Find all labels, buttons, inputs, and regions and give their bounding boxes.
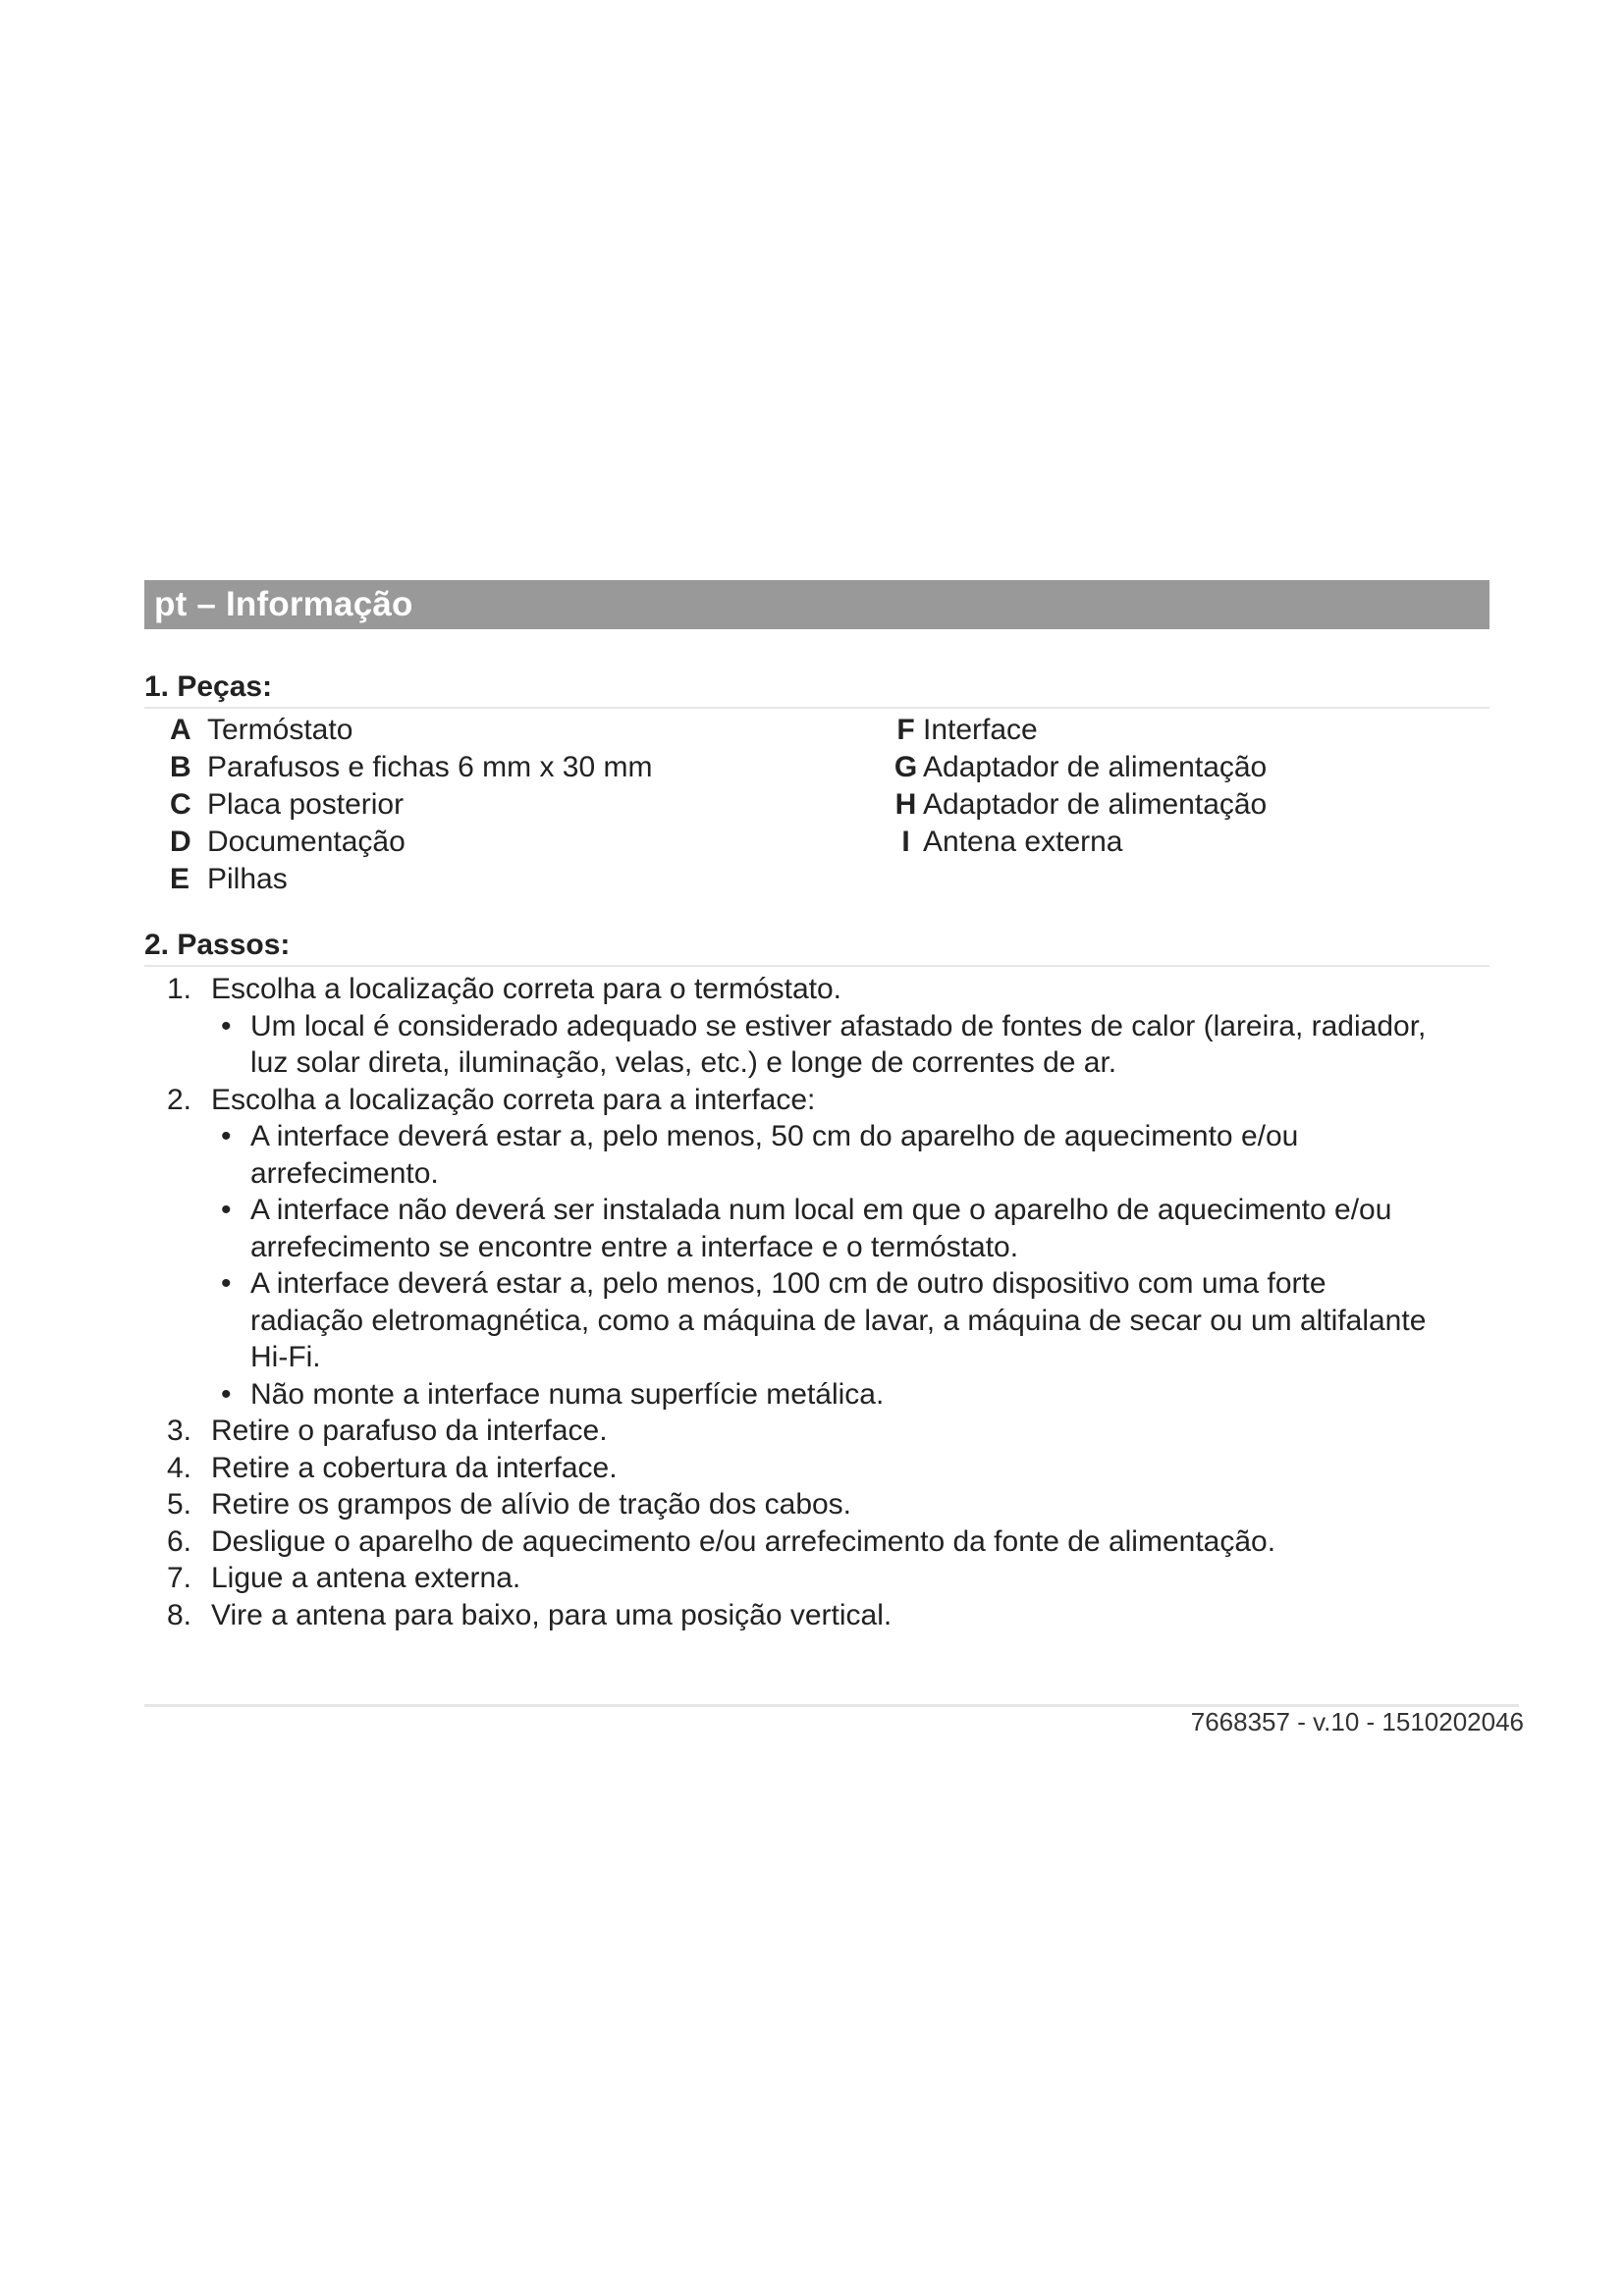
part-label: Placa posterior (207, 788, 405, 821)
step-number: 8. (167, 1598, 192, 1631)
step-text: A interface não deverá ser instalada num local em que o aparelho de aquecimento e/ou (250, 1194, 1392, 1226)
step-text: arrefecimento se encontre entre a interface e o termóstato. (250, 1230, 1019, 1263)
document-code: 7668357 - v.10 - 1510202046 (1190, 1707, 1524, 1736)
part-label: Adaptador de alimentação (923, 751, 1268, 783)
part-item (889, 824, 1267, 861)
part-label: Termóstato (207, 714, 353, 746)
step-number: 3. (167, 1415, 192, 1447)
step-number: 7. (167, 1562, 192, 1594)
step-item (167, 1082, 1492, 1119)
step-text: Retire os grampos de alívio de tração dos cabos. (211, 1488, 852, 1521)
parts-list-right (889, 712, 1267, 861)
step-text: Escolha a localização correta para a interface: (211, 1083, 816, 1116)
step-text: arrefecimento. (250, 1156, 439, 1190)
bullet-continuation (167, 1229, 1492, 1266)
section-banner (144, 580, 1489, 629)
parts-heading: 1. Peças: (144, 670, 273, 703)
step-item (167, 1450, 1492, 1487)
part-label: Adaptador de alimentação (923, 788, 1268, 821)
step-item (167, 971, 1492, 1008)
part-letter: H (894, 788, 917, 821)
step-text: Desligue o aparelho de aquecimento e/ou arrefecimento da fonte de alimentação. (211, 1524, 1276, 1558)
part-letter: I (901, 826, 910, 858)
bullet-dot-icon: • (221, 1009, 232, 1042)
step-text: A interface deverá estar a, pelo menos, 100 cm de outro dispositivo com uma forte (250, 1267, 1326, 1300)
part-item (889, 786, 1267, 824)
part-label: Documentação (207, 826, 406, 858)
bullet-dot-icon: • (221, 1377, 232, 1411)
step-text: Retire o parafuso da interface. (211, 1415, 608, 1447)
step-text: Escolha a localização correta para o termóstato. (211, 973, 841, 1005)
steps-list (167, 971, 1492, 1633)
part-label: Interface (923, 714, 1038, 746)
bullet-dot-icon: • (221, 1120, 232, 1152)
step-text: luz solar direta, iluminação, velas, etc.) e longe de correntes de ar. (250, 1046, 1117, 1079)
steps-heading: 2. Passos: (144, 929, 291, 961)
step-item (167, 1597, 1492, 1634)
step-item (167, 1413, 1492, 1450)
part-letter: A (170, 714, 191, 746)
step-text: Vire a antena para baixo, para uma posição vertical. (211, 1598, 893, 1631)
step-number: 5. (167, 1488, 192, 1521)
step-text: A interface deverá estar a, pelo menos, 50 cm do aparelho de aquecimento e/ou (250, 1120, 1299, 1152)
bullet-item (167, 1376, 1492, 1414)
step-text: Retire a cobertura da interface. (211, 1451, 618, 1484)
banner-title: pt – Informação (154, 585, 413, 623)
step-item (167, 1560, 1492, 1597)
bullet-item (167, 1265, 1492, 1303)
part-letter: E (170, 863, 190, 895)
bullet-dot-icon: • (221, 1267, 232, 1300)
step-text: Não monte a interface numa superfície metálica. (250, 1377, 885, 1411)
step-number: 2. (167, 1083, 192, 1116)
part-letter: D (170, 826, 191, 858)
bullet-continuation (167, 1303, 1492, 1340)
part-label: Parafusos e fichas 6 mm x 30 mm (207, 751, 653, 783)
step-number: 1. (167, 973, 192, 1005)
bullet-continuation (167, 1155, 1492, 1193)
bullet-continuation (167, 1044, 1492, 1082)
part-item (170, 786, 653, 824)
step-number: 6. (167, 1524, 192, 1558)
bullet-dot-icon: • (221, 1194, 232, 1226)
parts-list-left (170, 712, 653, 898)
part-letter: B (170, 751, 191, 783)
step-text: radiação eletromagnética, como a máquina de lavar, a máquina de secar ou um altifalante (250, 1304, 1427, 1337)
part-item (889, 749, 1267, 786)
step-item (167, 1486, 1492, 1523)
part-item (170, 749, 653, 786)
part-item (170, 824, 653, 861)
part-item (170, 861, 653, 898)
parts-heading-rule (144, 707, 1489, 709)
bullet-continuation (167, 1339, 1492, 1376)
step-number: 4. (167, 1451, 192, 1484)
step-text: Um local é considerado adequado se estiver afastado de fontes de calor (lareira, radiador, (250, 1009, 1427, 1042)
part-letter: F (896, 714, 915, 746)
step-text: Ligue a antena externa. (211, 1562, 521, 1594)
steps-heading-rule (144, 965, 1489, 967)
part-item (889, 712, 1267, 749)
bullet-item (167, 1008, 1492, 1045)
part-label: Antena externa (923, 826, 1123, 858)
part-label: Pilhas (207, 863, 288, 895)
part-item (170, 712, 653, 749)
part-letter: C (170, 788, 191, 821)
bullet-item (167, 1192, 1492, 1229)
bullet-item (167, 1118, 1492, 1155)
part-letter: G (893, 751, 918, 783)
step-item (167, 1523, 1492, 1561)
step-text: Hi-Fi. (250, 1341, 321, 1373)
